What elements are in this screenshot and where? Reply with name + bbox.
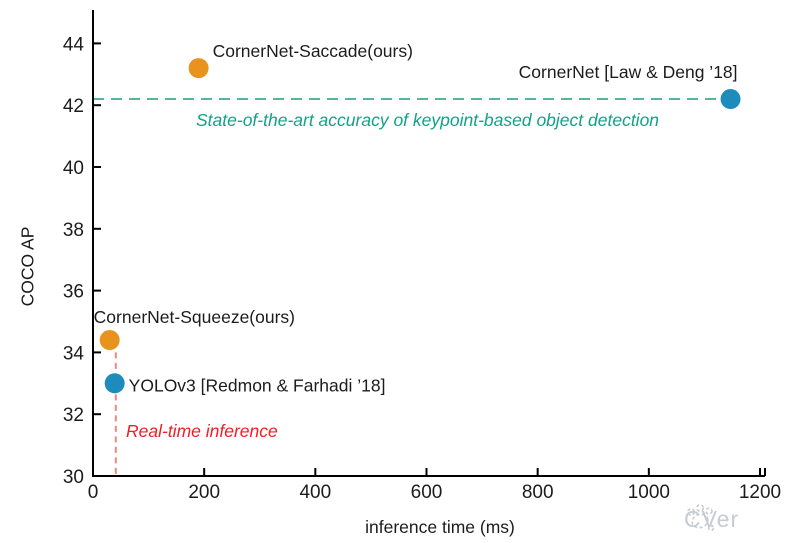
x-tick-label: 1000 [627, 482, 670, 503]
x-tick-label: 200 [188, 482, 221, 503]
point-label-cornernet-saccade: CornerNet-Saccade(ours) [212, 41, 413, 62]
data-point-cornernet [721, 89, 741, 109]
watermark-text: CVer [684, 505, 740, 532]
y-tick-label: 44 [62, 34, 84, 56]
paw-icon [684, 499, 720, 535]
data-point-yolov3 [105, 373, 125, 393]
y-tick-label: 38 [62, 219, 84, 241]
y-axis-title: COCO AP [17, 226, 38, 307]
y-tick-label: 40 [62, 158, 84, 179]
data-point-cornernet-squeeze [100, 330, 120, 350]
y-tick-label: 30 [62, 467, 84, 488]
x-tick-label: 800 [521, 482, 554, 503]
x-axis-title: inference time (ms) [365, 517, 515, 537]
realtime-annotation-text: Real-time inference [126, 421, 278, 441]
y-tick-label: 32 [62, 405, 84, 427]
x-tick-label: 600 [410, 482, 443, 503]
y-tick-label: 34 [62, 343, 84, 365]
point-label-cornernet: CornerNet [Law & Deng ’18] [518, 62, 738, 83]
sota-annotation-text: State-of-the-art accuracy of keypoint-based object detection [196, 110, 660, 130]
y-tick-label: 42 [62, 96, 84, 118]
x-tick-label: 400 [299, 482, 332, 503]
y-tick-label: 36 [62, 281, 84, 303]
x-tick-label: 1200 [738, 482, 782, 503]
point-label-yolov3: YOLOv3 [Redmon & Farhadi ’18] [128, 375, 386, 396]
x-tick-label: 0 [87, 482, 99, 503]
watermark [684, 499, 789, 539]
point-label-cornernet-squeeze: CornerNet-Squeeze(ours) [93, 307, 296, 328]
data-point-cornernet-saccade [189, 58, 209, 78]
